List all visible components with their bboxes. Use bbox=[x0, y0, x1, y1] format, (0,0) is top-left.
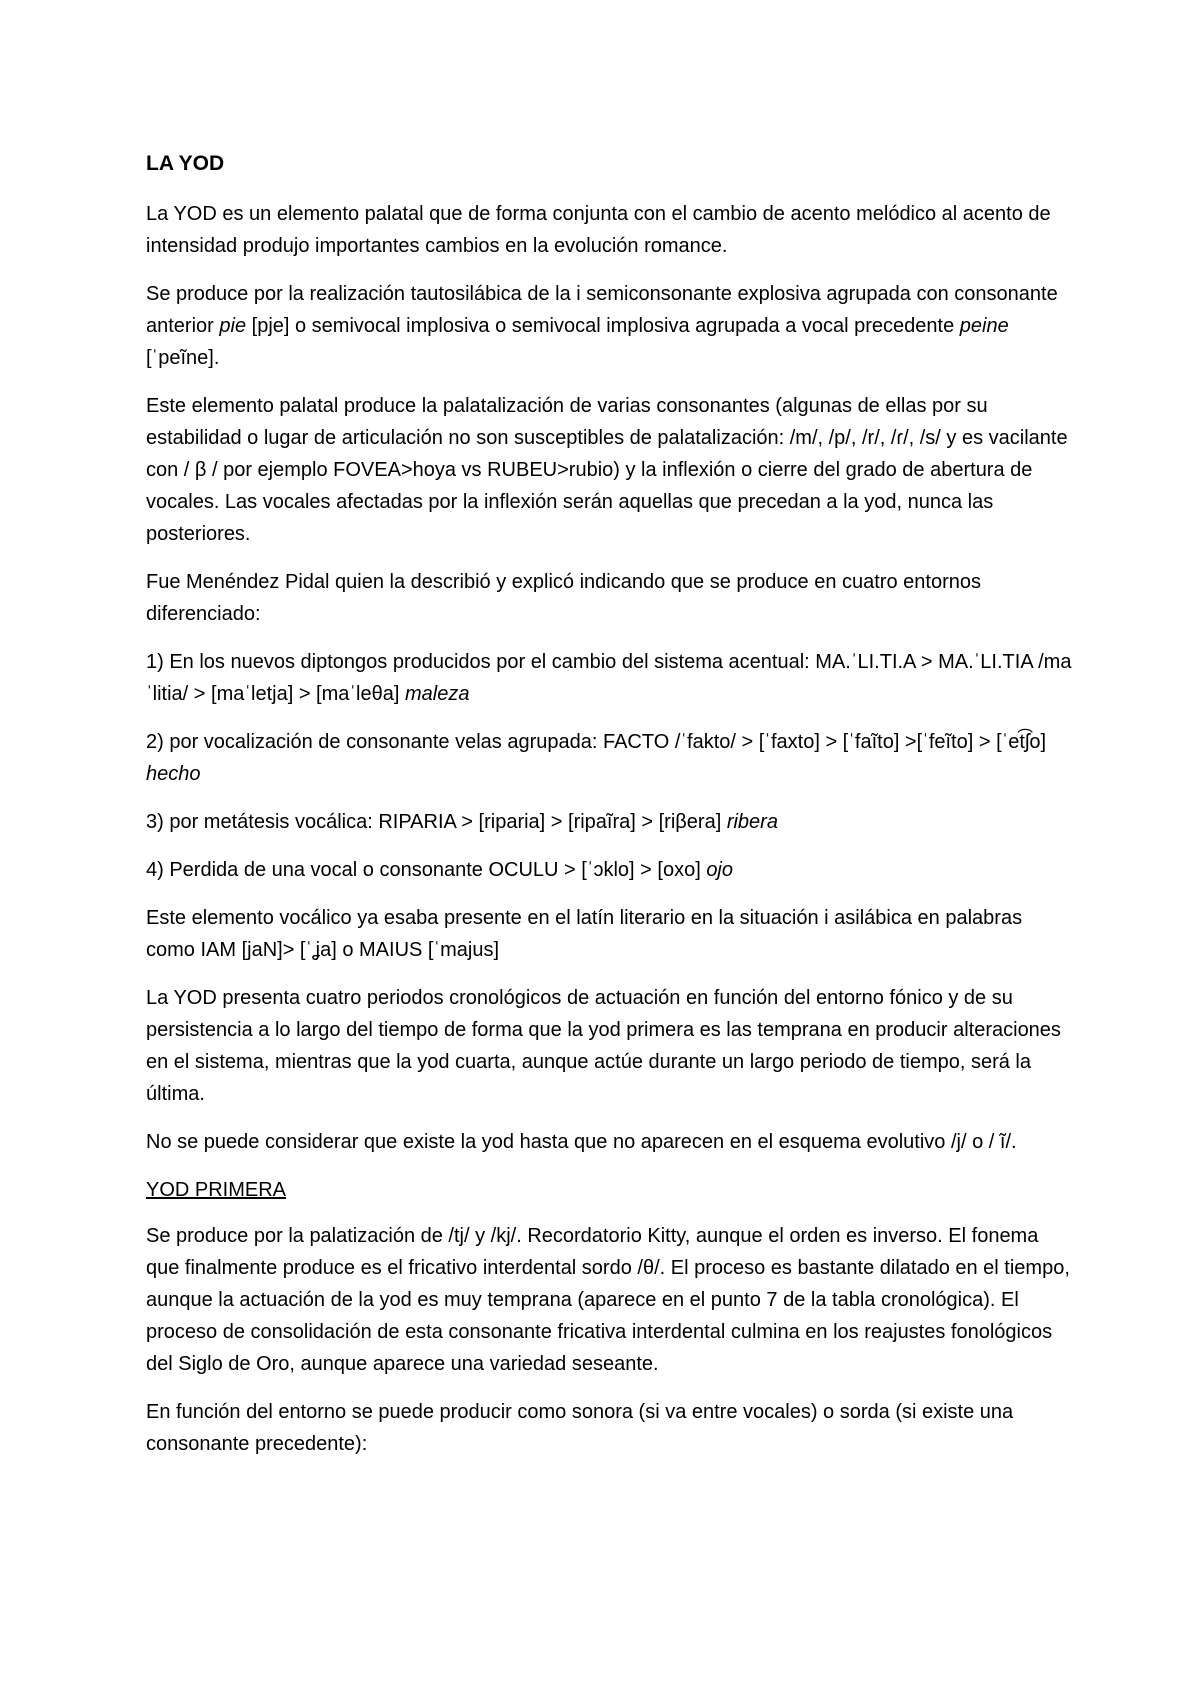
list-item-4 bbox=[146, 854, 1076, 886]
document-title: LA YOD bbox=[146, 152, 225, 175]
list-item-4-italic: ojo bbox=[706, 859, 734, 881]
paragraph-3: Este elemento palatal produce la palatalización de varias consonantes (algunas de ellas por su estabilidad o lugar de articulación no son susceptibles de palatalización: /m/, /p/, /r/, /ɾ/, /s/ y es vacilante con / β / por ejemplo FOVEA>hoya vs RUBEU>rubio) y la inflexión o cierre del grado de abertura de vocales. Las vocales afectadas por la inflexión serán aquellas que precedan a la yod, nunca las posteriores. bbox=[146, 395, 1068, 545]
paragraph-11: No se puede considerar que existe la yod hasta que no aparecen en el esquema evolutivo /j/ o / ĩ/. bbox=[146, 1131, 1017, 1153]
list-item-1 bbox=[146, 646, 1076, 710]
list-item-1-text: 1) En los nuevos diptongos producidos por el cambio del sistema acentual: MA.ˈLI.TI.A > MA.ˈLI.TIA /maˈlitia/ > [maˈletja] > [maˈleθa] bbox=[146, 651, 1072, 705]
paragraph-12: Se produce por la palatización de /tj/ y /kj/. Recordatorio Kitty, aunque el orden es inverso. El fonema que finalmente produce es el fricativo interdental sordo /θ/. El proceso es bastante dilatado en el tiempo, aunque la actuación de la yod es muy temprana (aparece en el punto 7 de la tabla cronológica). El proceso de consolidación de esta consonante fricativa interdental culmina en los reajustes fonológicos del Siglo de Oro, aunque aparece una variedad seseante. bbox=[146, 1225, 1070, 1375]
paragraph-2-text-c: [ˈpeĩne]. bbox=[146, 347, 220, 369]
paragraph-13: En función del entorno se puede producir como sonora (si va entre vocales) o sorda (si existe una consonante precedente): bbox=[146, 1401, 1014, 1455]
paragraph-2-italic-1: pie bbox=[219, 315, 247, 337]
list-item-2-italic: hecho bbox=[146, 763, 201, 785]
paragraph-9: Este elemento vocálico ya esaba presente en el latín literario en la situación i asilábica en palabras como IAM [jaN]> [ˈʝa] o MAIUS [ˈmajus] bbox=[146, 907, 1023, 961]
paragraph-2-italic-2: peine bbox=[959, 315, 1009, 337]
list-item-3-text: 3) por metátesis vocálica: RIPARIA > [riparia] > [ripaĩra] > [riβera] bbox=[146, 811, 727, 833]
document-page bbox=[146, 150, 1076, 1476]
paragraph-10: La YOD presenta cuatro periodos cronológicos de actuación en función del entorno fónico y de su persistencia a lo largo del tiempo de forma que la yod primera es las temprana en producir alteraciones en el sistema, mientras que la yod cuarta, aunque actúe durante un largo periodo de tiempo, será la última. bbox=[146, 987, 1061, 1105]
list-item-3 bbox=[146, 806, 1076, 838]
list-item-1-italic: maleza bbox=[404, 683, 470, 705]
paragraph-2-text-b: [pje] o semivocal implosiva o semivocal implosiva agrupada a vocal precedente bbox=[246, 315, 960, 337]
paragraph-1: La YOD es un elemento palatal que de forma conjunta con el cambio de acento melódico al acento de intensidad produjo importantes cambios en la evolución romance. bbox=[146, 203, 1051, 257]
paragraph-4: Fue Menéndez Pidal quien la describió y explicó indicando que se produce en cuatro entornos diferenciado: bbox=[146, 571, 981, 625]
list-item-2 bbox=[146, 726, 1076, 790]
paragraph-2 bbox=[146, 278, 1076, 374]
list-item-3-italic: ribera bbox=[726, 811, 778, 833]
list-item-4-text: 4) Perdida de una vocal o consonante OCULU > [ˈɔklo] > [oxo] bbox=[146, 859, 707, 881]
list-item-2-text: 2) por vocalización de consonante velas agrupada: FACTO /ˈfakto/ > [ˈfaxto] > [ˈfaĩto] >[ˈfeĩto] > [ˈet͡ʃo] bbox=[146, 731, 1047, 753]
section-heading-yod-primera: YOD PRIMERA bbox=[146, 1179, 287, 1201]
paragraph-2-text-a: Se produce por la realización tautosilábica de la i semiconsonante explosiva agrupada con consonante anterior bbox=[146, 283, 1058, 337]
